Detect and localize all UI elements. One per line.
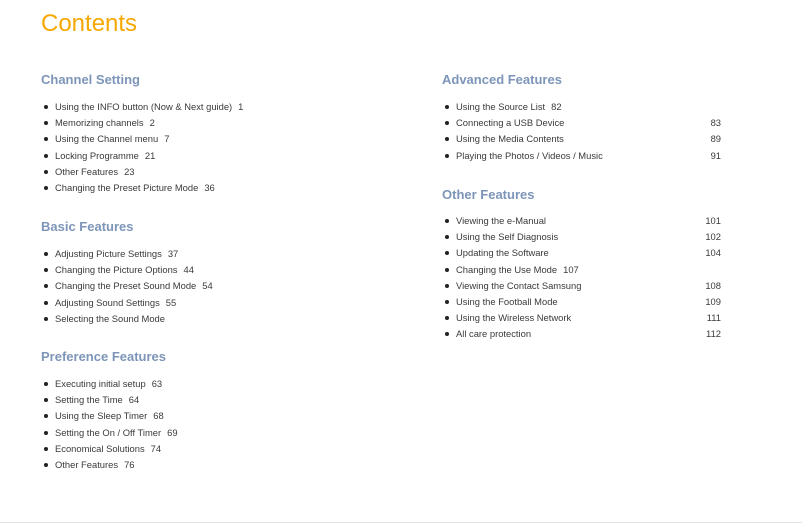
toc-item-page: 36 [204, 181, 215, 193]
bullet-icon [445, 137, 449, 141]
toc-item-label: Adjusting Sound Settings [55, 296, 160, 308]
bullet-icon [445, 235, 449, 239]
bullet-icon [44, 252, 48, 256]
toc-item-page: 21 [144, 149, 156, 161]
bullet-icon [44, 170, 48, 174]
toc-item-page: 91 [710, 149, 721, 161]
toc-item[interactable] [442, 148, 742, 164]
toc-item-page: 23 [124, 165, 135, 177]
section-heading: Preference Features [41, 349, 167, 364]
toc-item[interactable] [442, 229, 742, 245]
section-channel-setting [41, 72, 401, 193]
toc-item[interactable] [442, 131, 742, 147]
toc-item-label: Other Features [55, 458, 119, 470]
bullet-icon [445, 284, 449, 288]
toc-item-label: All care protection [456, 328, 532, 340]
toc-item-label: Setting the Time [55, 394, 123, 406]
toc-item-page: 7 [164, 133, 170, 145]
toc-item-page: 104 [705, 247, 721, 259]
toc-item-label: Adjusting Picture Settings [55, 248, 162, 259]
toc-item-page: 74 [150, 442, 162, 454]
bullet-icon [445, 105, 449, 109]
toc-item-page: 111 [706, 312, 721, 324]
bullet-icon [44, 268, 48, 272]
section-advanced-features [442, 72, 742, 161]
section-heading: Other Features [442, 187, 535, 202]
toc-item[interactable] [442, 294, 742, 310]
toc-item-label: Memorizing channels [55, 117, 144, 129]
section-preference-features [41, 349, 401, 470]
bullet-icon [445, 316, 449, 320]
footer-divider [0, 522, 802, 523]
toc-item[interactable] [442, 310, 742, 326]
bullet-icon [44, 154, 48, 158]
bullet-icon [44, 121, 48, 125]
toc-item-label: Selecting the Sound Mode [55, 312, 165, 324]
toc-item-label: Executing initial setup [55, 378, 146, 389]
toc-item-label: Viewing the e-Manual [456, 215, 546, 226]
toc-item-label: Using the INFO button (Now & Next guide) [55, 101, 233, 112]
toc-list [442, 99, 742, 164]
bullet-icon [445, 251, 449, 255]
toc-item-label: Using the Wireless Network [456, 312, 572, 324]
toc-item-label: Connecting a USB Device [456, 117, 565, 129]
section-heading: Advanced Features [442, 72, 562, 87]
bullet-icon [44, 317, 48, 321]
toc-item[interactable] [442, 245, 742, 261]
toc-item-page: 64 [128, 394, 140, 406]
toc-item-label: Setting the On / Off Timer [55, 426, 162, 438]
bullet-icon [445, 121, 449, 125]
bullet-icon [445, 300, 449, 304]
toc-item[interactable] [442, 326, 742, 342]
section-other-features [442, 187, 742, 340]
toc-item-page: 83 [710, 117, 721, 129]
bullet-icon [445, 154, 449, 158]
bullet-icon [44, 447, 48, 451]
toc-item[interactable] [442, 278, 742, 294]
toc-item-label: Playing the Photos / Videos / Music [456, 149, 603, 161]
toc-item-page: 89 [710, 133, 721, 145]
toc-list [442, 213, 742, 343]
bullet-icon [44, 284, 48, 288]
toc-item-page: 68 [153, 410, 164, 422]
toc-item-page: 37 [167, 248, 179, 259]
toc-item-label: Changing the Picture Options [55, 264, 178, 276]
bullet-icon [44, 137, 48, 141]
toc-item-label: Using the Self Diagnosis [456, 231, 559, 243]
toc-item-label: Changing the Preset Picture Mode [55, 181, 199, 193]
bullet-icon [44, 431, 48, 435]
section-heading: Basic Features [41, 219, 134, 234]
bullet-icon [44, 301, 48, 305]
toc-item-page: 109 [705, 295, 721, 307]
toc-item-page: 1 [238, 101, 244, 112]
toc-item-label: Changing the Use Mode [456, 263, 558, 275]
toc-item[interactable] [442, 213, 742, 229]
toc-item-page: 63 [151, 378, 163, 389]
page-title: Contents [41, 10, 138, 37]
toc-item-page: 69 [167, 426, 178, 438]
bullet-icon [445, 268, 449, 272]
toc-item-label: Using the Football Mode [456, 295, 558, 307]
toc-item-label: Using the Media Contents [456, 133, 564, 145]
toc-item-page: 102 [705, 231, 721, 243]
toc-item-page: 44 [183, 264, 194, 276]
toc-item-label: Viewing the Contact Samsung [456, 279, 582, 291]
bullet-icon [44, 105, 48, 109]
toc-item-label: Using the Sleep Timer [55, 410, 148, 422]
bullet-icon [44, 186, 48, 190]
toc-item-page: 76 [124, 458, 135, 470]
toc-item-page: 108 [705, 279, 721, 291]
toc-item-page: 107 [563, 263, 579, 275]
bullet-icon [445, 332, 449, 336]
bullet-icon [44, 463, 48, 467]
toc-item-label: Other Features [55, 165, 119, 177]
toc-item-page: 112 [706, 328, 721, 340]
toc-item-label: Locking Programme [55, 149, 139, 161]
toc-item-label: Using the Source List [456, 101, 546, 112]
toc-item-label: Using the Channel menu [55, 133, 159, 145]
toc-item[interactable] [442, 115, 742, 131]
toc-item[interactable] [442, 99, 742, 115]
toc-item-page: 2 [149, 117, 155, 129]
section-basic-features [41, 219, 401, 324]
toc-item-page: 82 [551, 101, 562, 112]
section-heading: Channel Setting [41, 72, 140, 87]
toc-item-label: Changing the Preset Sound Mode [55, 280, 197, 292]
toc-item-page: 101 [705, 215, 721, 226]
toc-item-page: 54 [202, 280, 213, 292]
toc-item-page: 55 [165, 296, 177, 308]
toc-item-label: Economical Solutions [55, 442, 145, 454]
toc-item[interactable] [442, 262, 742, 278]
bullet-icon [44, 398, 48, 402]
bullet-icon [445, 219, 449, 223]
bullet-icon [44, 382, 48, 386]
bullet-icon [44, 414, 48, 418]
toc-item-label: Updating the Software [456, 247, 549, 259]
